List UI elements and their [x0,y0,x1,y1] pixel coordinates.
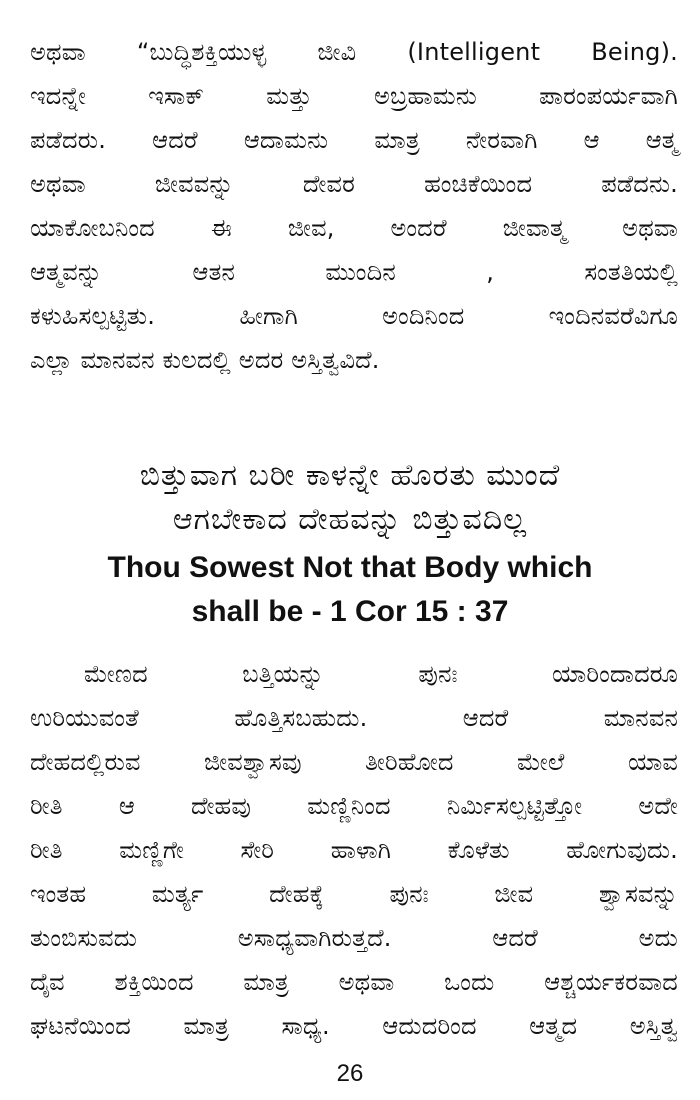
paragraph-line: ಘಟನೆಯಿಂದ ಮಾತ್ರ ಸಾಧ್ಯ. ಆದುದರಿಂದ ಆತ್ಮದ ಅಸ್ತಿತ್ವ [30,1012,678,1040]
paragraph-line: ಅಥವಾ “ಬುದ್ಧಿಶಕ್ತಿಯುಳ್ಳ ಜೀವಿ (Intelligent Being). [30,38,678,66]
paragraph-line: ದೇಹದಲ್ಲಿರುವ ಜೀವಶ್ವಾಸವು ತೀರಿಹೋದ ಮೇಲೆ ಯಾವ [30,748,678,776]
paragraph-line: ರೀತಿ ಆ ದೇಹವು ಮಣ್ಣಿನಿಂದ ನಿರ್ಮಿಸಲ್ಪಟ್ಟಿತ್ತೋ ಅದೇ [30,792,678,820]
paragraph-line: ಪಡೆದರು. ಆದರೆ ಆದಾಮನು ಮಾತ್ರ ನೇರವಾಗಿ ಆ ಆತ್ಮ [30,126,678,154]
paragraph-line: ಆತ್ಮವನ್ನು ಆತನ ಮುಂದಿನ , ಸಂತತಿಯಲ್ಲಿ [30,258,678,286]
paragraph-candle [30,652,678,1048]
paragraph-line: ಇದನ್ನೇ ಇಸಾಕ್ ಮತ್ತು ಅಬ್ರಹಾಮನು ಪಾರಂಪರ್ಯವಾಗಿ [30,82,678,110]
paragraph-intelligent-being [30,30,678,382]
paragraph-line: ತುಂಬಿಸುವದು ಅಸಾಧ್ಯವಾಗಿರುತ್ತದೆ. ಆದರೆ ಅದು [30,924,678,952]
paragraph-line: ಅಥವಾ ಜೀವವನ್ನು ದೇವರ ಹಂಚಿಕೆಯಿಂದ ಪಡೆದನು. [30,170,678,198]
paragraph-line: ಮೇಣದ ಬತ್ತಿಯನ್ನು ಪುನಃ ಯಾರಿಂದಾದರೂ [84,660,678,688]
heading-kannada-line-2: ಆಗಬೇಕಾದ ದೇಹವನ್ನು ಬಿತ್ತುವದಿಲ್ಲ [172,502,528,537]
paragraph-line: ಕಳುಹಿಸಲ್ಪಟ್ಟಿತು. ಹೀಗಾಗಿ ಅಂದಿನಿಂದ ಇಂದಿನವರೆವಿಗೂ [30,302,678,330]
paragraph-line: ರೀತಿ ಮಣ್ಣಿಗೇ ಸೇರಿ ಹಾಳಾಗಿ ಕೊಳೆತು ಹೋಗುವುದು. [30,836,678,864]
section-heading-kannada [0,454,700,542]
paragraph-line: ದೈವ ಶಕ್ತಿಯಿಂದ ಮಾತ್ರ ಅಥವಾ ಒಂದು ಆಶ್ಚರ್ಯಕರವಾದ [30,968,678,996]
paragraph-line: ಯಾಕೋಬನಿಂದ ಈ ಜೀವ, ಅಂದರೆ ಜೀವಾತ್ಮ ಅಥವಾ [30,214,678,242]
heading-english-line-1: Thou Sowest Not that Body which [107,551,593,584]
heading-kannada-line-1: ಬಿತ್ತುವಾಗ ಬರೀ ಕಾಳನ್ನೇ ಹೊರತು ಮುಂದೆ [139,458,561,493]
heading-english-line-2: shall be - 1 Cor 15 : 37 [191,595,509,628]
section-heading-english [0,546,700,634]
paragraph-line: ಎಲ್ಲಾ ಮಾನವನ ಕುಲದಲ್ಲಿ ಅದರ ಅಸ್ತಿತ್ವವಿದೆ. [30,346,380,374]
page-number: 26 [336,1060,364,1087]
paragraph-line: ಉರಿಯುವಂತೆ ಹೊತ್ತಿಸಬಹುದು. ಆದರೆ ಮಾನವನ [30,704,678,732]
paragraph-line: ಇಂತಹ ಮರ್ತ್ಯ ದೇಹಕ್ಕೆ ಪುನಃ ಜೀವ ಶ್ವಾಸವನ್ನು [30,880,678,908]
